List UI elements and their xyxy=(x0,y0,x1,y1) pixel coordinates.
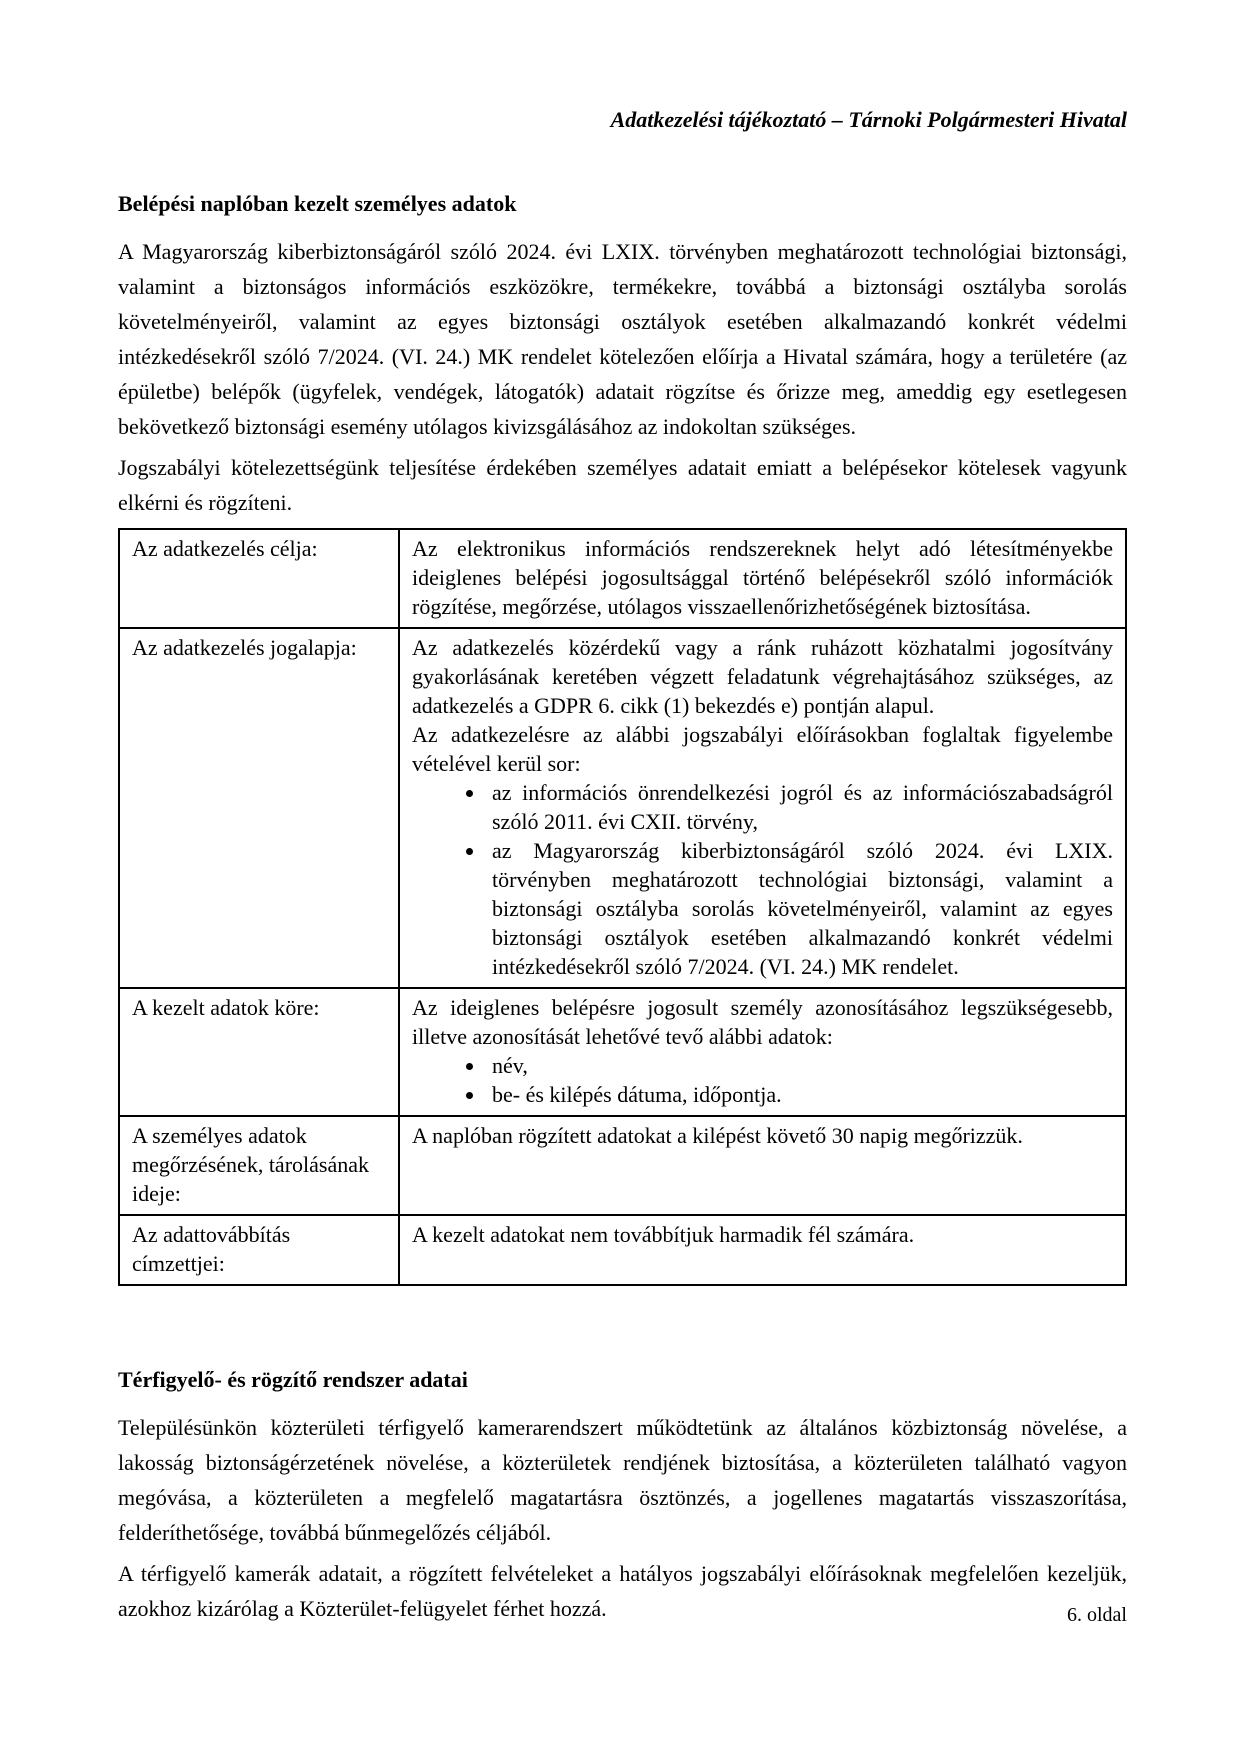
bullet-item: • név, xyxy=(486,1051,1113,1080)
bullet-item: • az információs önrendelkezési jogról és az információszabadságról szóló 2011. évi CXII. törvény, xyxy=(486,778,1113,836)
bullet-list xyxy=(412,1051,1113,1109)
row-label: A kezelt adatok köre: xyxy=(119,988,399,1116)
bullet-item: • be- és kilépés dátuma, időpontja. xyxy=(486,1080,1113,1109)
row-label: A személyes adatok megőrzésének, tárolásának ideje: xyxy=(119,1116,399,1215)
table-row-legal-basis xyxy=(119,628,1126,988)
bullet-list xyxy=(412,778,1113,981)
row-value xyxy=(399,1215,1126,1285)
cell-paragraph: A kezelt adatokat nem továbbítjuk harmadik fél számára. xyxy=(412,1222,915,1247)
cell-paragraph: Az ideiglenes belépésre jogosult személy azonosításához legszükségesebb, illetve azonosítását lehetővé tevő alábbi adatok: xyxy=(412,995,1113,1049)
page-content xyxy=(118,0,1127,1626)
paragraph-intro-2: Jogszabályi kötelezettségünk teljesítése érdekében személyes adatait emiatt a belépésekor kötelesek vagyunk elkérni és rögzíteni. xyxy=(118,455,1127,515)
section1-heading: Belépési naplóban kezelt személyes adatok xyxy=(118,191,517,216)
row-value xyxy=(399,628,1126,988)
cell-paragraph: Az adatkezelés közérdekű vagy a ránk ruházott közhatalmi jogosítvány gyakorlásának keretében végzett feladatunk végrehajtásához szükséges, az adatkezelés a GDPR 6. cikk (1) bekezdés e) pontján alapul. xyxy=(412,635,1113,718)
row-value xyxy=(399,1116,1126,1215)
page-header: Adatkezelési tájékoztató – Tárnoki Polgármesteri Hivatal xyxy=(610,107,1127,132)
table-row-retention xyxy=(119,1116,1126,1215)
row-value xyxy=(399,529,1126,628)
row-label: Az adatkezelés célja: xyxy=(119,529,399,628)
page-footer: 6. oldal xyxy=(1067,1604,1127,1626)
table-row-data-scope xyxy=(119,988,1126,1116)
paragraph-intro-1: A Magyarország kiberbiztonságáról szóló 2024. évi LXIX. törvényben meghatározott technológiai biztonsági, valamint a biztonságos információs eszközökre, termékekre, továbbá a biztonsági osztályba sorolás követelményeiről, valamint az egyes biztonsági osztályok esetében alkalmazandó konkrét védelmi intézkedésekről szóló 7/2024. (VI. 24.) MK rendelet kötelezően előírja a Hivatal számára, hogy a területére (az épületbe) belépők (ügyfelek, vendégek, látogatók) adatait rögzítse és őrizze meg, ameddig egy esetlegesen bekövetkező biztonsági esemény utólagos kivizsgálásához az indokoltan szükséges. xyxy=(118,239,1127,439)
cell-paragraph: Az adatkezelésre az alábbi jogszabályi előírásokban foglaltak figyelembe vételével kerül sor: xyxy=(412,722,1113,776)
cell-paragraph: Az elektronikus információs rendszereknek helyt adó létesítményekbe ideiglenes belépési jogosultsággal történő belépésekről szóló információk rögzítése, megőrzése, utólagos visszaellenőrizhetőségének biztosítása. xyxy=(412,536,1113,619)
table-row-purpose xyxy=(119,529,1126,628)
data-processing-table xyxy=(118,528,1127,1286)
paragraph-camera-2: A térfigyelő kamerák adatait, a rögzített felvételeket a hatályos jogszabályi előírásoknak megfelelően kezeljük, azokhoz kizárólag a Közterület-felügyelet férhet hozzá. xyxy=(118,1561,1127,1621)
cell-paragraph: A naplóban rögzített adatokat a kilépést követő 30 napig megőrizzük. xyxy=(412,1123,1023,1148)
row-label: Az adatkezelés jogalapja: xyxy=(119,628,399,988)
row-value xyxy=(399,988,1126,1116)
paragraph-camera-1: Településünkön közterületi térfigyelő kamerarendszert működtetünk az általános közbiztonság növelése, a lakosság biztonságérzetének növelése, a közterületek rendjének biztosítása, a közterületen található vagyon megóvása, a közterületen a megfelelő magatartásra ösztönzés, a jogellenes magatartás visszaszorítása, felderíthetősége, továbbá bűnmegelőzés céljából. xyxy=(118,1415,1127,1545)
bullet-item: • az Magyarország kiberbiztonságáról szóló 2024. évi LXIX. törvényben meghatározott technológiai biztonsági, valamint a biztonsági osztályba sorolás követelményeiről, valamint az egyes biztonsági osztályok esetében alkalmazandó konkrét védelmi intézkedésekről szóló 7/2024. (VI. 24.) MK rendelet. xyxy=(486,836,1113,981)
table-row-recipients xyxy=(119,1215,1126,1285)
section2-heading: Térfigyelő- és rögzítő rendszer adatai xyxy=(118,1367,468,1392)
row-label: Az adattovábbítás címzettjei: xyxy=(119,1215,399,1285)
